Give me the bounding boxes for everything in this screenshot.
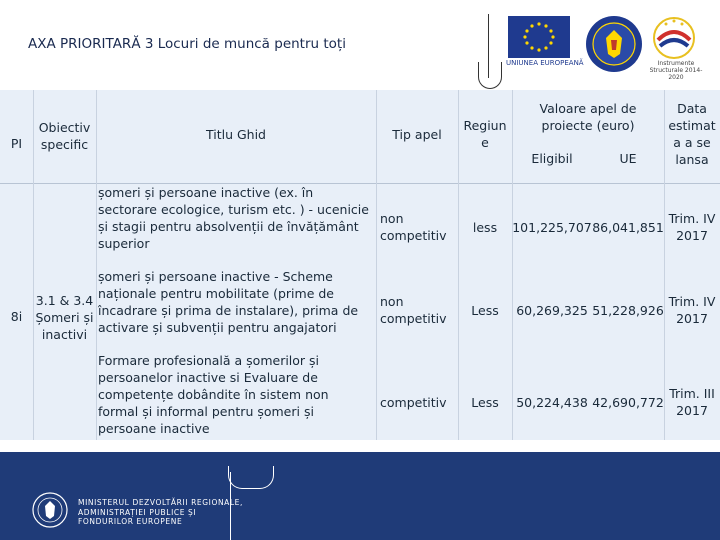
table-row-ue: 42,690,772: [592, 395, 664, 410]
pi-value: 8i: [10, 309, 23, 324]
obiectiv-value: [33, 292, 96, 343]
header-titlu: Titlu Ghid: [205, 127, 266, 142]
table-row-ue: 86,041,851: [592, 220, 664, 235]
column-divider: [512, 90, 513, 440]
table-row-title: [98, 352, 376, 437]
type-line: non: [380, 294, 404, 309]
type-line: competitiv: [380, 228, 447, 243]
title-line: Formare profesională a șomerilor și: [98, 353, 320, 368]
title-line: naționale pentru mobilitate (prime de: [98, 286, 334, 301]
table-row-eligibil: 60,269,325: [516, 303, 588, 318]
ministry-name-line: ADMINISTRAȚIEI PUBLICE ȘI: [78, 507, 197, 517]
obiectiv-value-line: 3.1 & 3.4: [35, 293, 94, 308]
title-line: superior: [98, 236, 150, 251]
table-row-date: [664, 210, 720, 244]
header-obiectiv-line: specific: [40, 137, 89, 152]
table-row-type: [380, 394, 458, 411]
brand-hook-decoration: [478, 62, 502, 89]
header-valoare: [512, 100, 664, 134]
date-line: 2017: [676, 311, 708, 326]
romanian-government-emblem-icon: [584, 14, 644, 74]
header-eligibil: Eligibil: [531, 151, 573, 166]
title-line: șomeri și persoane inactive - Scheme: [98, 269, 333, 284]
date-line: Trim. III: [669, 386, 715, 401]
ministry-emblem-icon: [32, 492, 68, 528]
header-obiectiv: [33, 119, 96, 153]
header-valoare-line: Valoare apel de: [539, 101, 637, 116]
type-line: non: [380, 211, 404, 226]
table-row-date: [664, 385, 720, 419]
ministry-name: [78, 498, 243, 527]
table-row-eligibil: 50,224,438: [516, 395, 588, 410]
header-data-line: lansa: [675, 152, 709, 167]
table-row-title: [98, 268, 376, 336]
title-line: încadrare și prima de instalare), prima de: [98, 303, 359, 318]
title-line: șomeri și persoane inactive (ex. în: [98, 185, 314, 200]
footer-banner: [0, 452, 720, 540]
footer-hook-decoration: [228, 466, 274, 489]
structural-instruments-logo-icon: [650, 14, 698, 62]
table-row-region: Less: [471, 395, 499, 410]
table-row-type: [380, 293, 458, 327]
header-pi: PI: [10, 136, 23, 151]
header-regiune-line: e: [481, 135, 489, 150]
title-line: competențe dobândite în sistem non: [98, 387, 329, 402]
header-regiune: [458, 117, 512, 151]
ministry-name-line: MINISTERUL DEZVOLTĂRII REGIONALE,: [78, 498, 243, 507]
table-row-ue: 51,228,926: [592, 303, 664, 318]
header-valoare-line: proiecte (euro): [541, 118, 635, 133]
header-ue: UE: [619, 151, 637, 166]
table-row-eligibil: 101,225,707: [512, 220, 592, 235]
table-row-type: [380, 210, 458, 244]
obiectiv-value-line: Șomeri și: [35, 310, 94, 325]
header-data-line: a a se: [673, 135, 711, 150]
type-line: competitiv: [380, 311, 447, 326]
eu-label: UNIUNEA EUROPEANĂ: [506, 59, 584, 67]
ministry-name-line: FONDURILOR EUROPENE: [78, 517, 183, 526]
obiectiv-value-line: inactivi: [41, 327, 88, 342]
title-line: persoanelor inactive si Evaluare de: [98, 370, 318, 385]
date-line: Trim. IV: [668, 294, 716, 309]
structural-instruments-label: Instrumente Structurale 2014-2020: [649, 60, 703, 81]
type-line: competitiv: [380, 395, 447, 410]
table-row-region: Less: [471, 303, 499, 318]
title-line: formal și informal pentru șomeri și: [98, 404, 314, 419]
header-tip: Tip apel: [392, 127, 442, 142]
title-line: persoane inactive: [98, 421, 210, 436]
page-title: AXA PRIORITARĂ 3 Locuri de muncă pentru toți: [28, 36, 346, 52]
title-line: sectorare ecologice, turism etc. ) - ucenicie: [98, 202, 369, 217]
date-line: 2017: [676, 403, 708, 418]
eu-flag-icon: [508, 16, 570, 58]
title-line: activare și subvenții pentru angajatori: [98, 320, 337, 335]
header-regiune-line: Regiun: [463, 118, 507, 133]
table-row-date: [664, 293, 720, 327]
header-data-line: estimat: [668, 118, 716, 133]
header-data: [664, 100, 720, 168]
calls-table: [0, 90, 720, 440]
header-obiectiv-line: Obiectiv: [38, 120, 91, 135]
title-line: și stagii pentru absolvenții de învățământ: [98, 219, 359, 234]
table-row-region: less: [472, 220, 498, 235]
date-line: 2017: [676, 228, 708, 243]
date-line: Trim. IV: [668, 211, 716, 226]
header-data-line: Data: [677, 101, 707, 116]
table-row-title: [98, 184, 376, 252]
